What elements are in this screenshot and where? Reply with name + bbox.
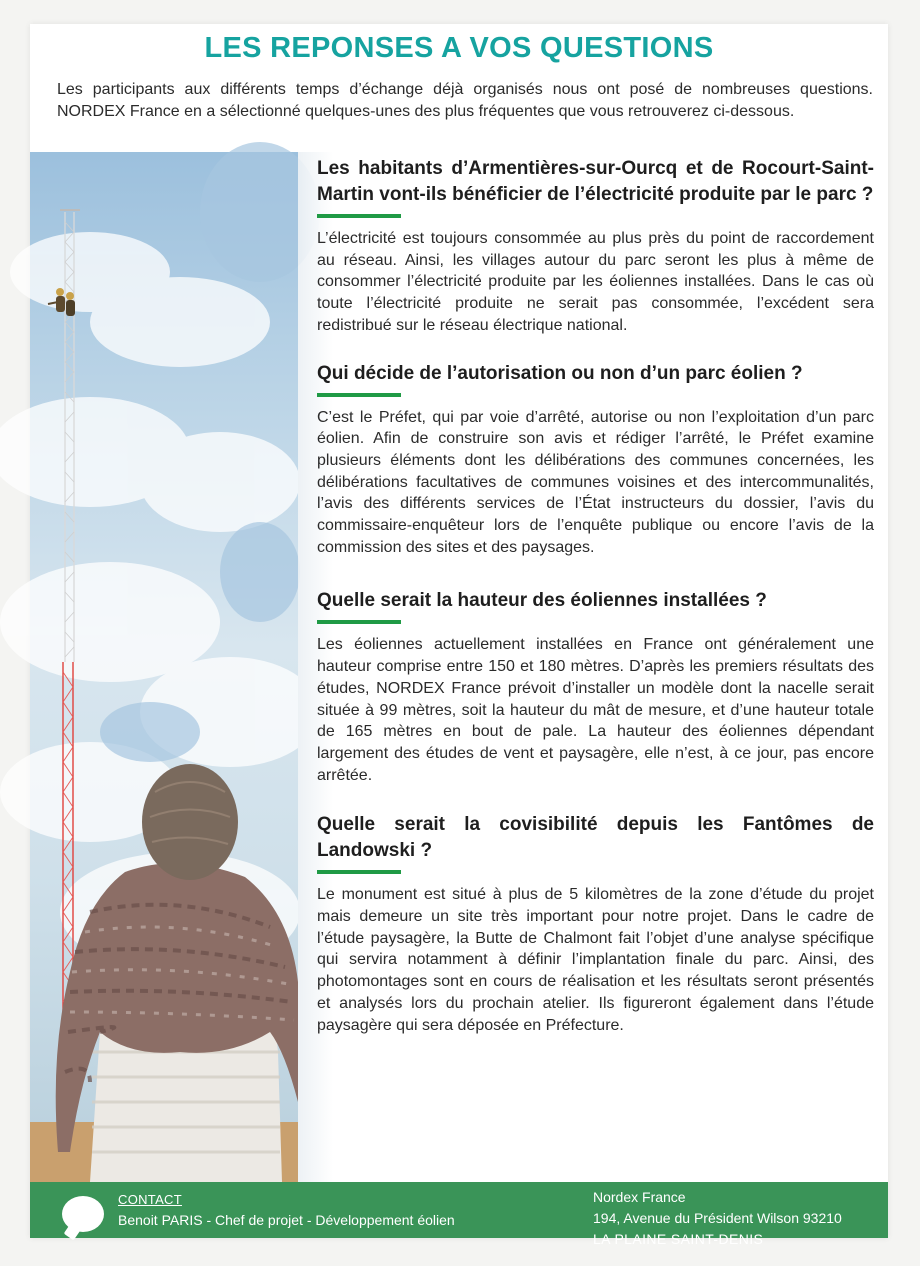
photo-person-and-measurement-mast — [30, 152, 298, 1182]
speech-bubble-icon — [62, 1196, 104, 1232]
company-name: Nordex France — [593, 1189, 686, 1205]
contact-name: Benoit PARIS - Chef de projet - Développement éolien — [118, 1212, 455, 1228]
green-underline — [317, 393, 401, 397]
intro-paragraph: Les participants aux différents temps d’échange déjà organisés nous ont posé de nombreuses questions. NORDEX France en a sélectionné quelques-unes des plus fréquentes que vous retrouverez ci-dessous. — [57, 81, 873, 120]
company-address: 194, Avenue du Président Wilson 93210 — [593, 1210, 842, 1226]
question-heading: Quelle serait la hauteur des éoliennes installées ? — [317, 590, 767, 612]
green-underline — [317, 620, 401, 624]
answer-paragraph: Les éoliennes actuellement installées en France ont généralement une hauteur comprise entre 150 et 180 mètres. D’après les premiers résultats des études, NORDEX France prévoit d’installer un modèle dont la nacelle serait située à 99 mètres, soit la hauteur du mât de mesure, et d’une hauteur totale de 165 mètres en bout de pale. La hauteur des éoliennes dépendant largement des études de vent et paysagère, elle n’est, à ce jour, pas encore arrêtée. — [317, 636, 874, 784]
question-heading: Qui décide de l’autorisation ou non d’un parc éolien ? — [317, 362, 803, 384]
qa-item — [317, 588, 874, 786]
question-heading: Les habitants d’Armentières-sur-Ourcq et de Rocourt-Saint-Martin vont-ils bénéficier de l’électricité produite par le parc ? — [317, 158, 874, 205]
qa-item — [317, 156, 874, 337]
qa-item — [317, 361, 874, 559]
answer-paragraph: L’électricité est toujours consommée au plus près du point de raccordement au réseau. Ainsi, les villages autour du parc seront les plus à même de consommer l’électricité produite par les éoliennes installées. Dans le cas où toute l’électricité produite ne serait pas consommée, l’excédent sera redistribué sur le réseau électrique national. — [317, 230, 874, 334]
qa-section — [317, 156, 874, 1036]
question-heading: Quelle serait la covisibilité depuis les Fantômes de Landowski ? — [317, 814, 874, 862]
page-title: LES REPONSES A VOS QUESTIONS — [204, 32, 714, 64]
document-page — [30, 24, 888, 1247]
green-underline — [317, 214, 401, 218]
contact-footer — [30, 1182, 888, 1247]
green-underline — [317, 870, 401, 874]
company-city: LA PLAINE SAINT-DENIS — [593, 1231, 764, 1247]
contact-label: CONTACT — [118, 1192, 182, 1207]
qa-item — [317, 812, 874, 1036]
answer-paragraph: Le monument est situé à plus de 5 kilomètres de la zone d’étude du projet mais demeure un site très important pour notre projet. Dans le cadre de l’étude paysagère, la Butte de Chalmont fait l’objet d’une analyse spécifique qui servira notamment à définir l’implantation finale du parc. Ainsi, des photomontages sont en cours de réalisation et les résultats seront présentés et analysés lors du prochain atelier. Ils figureront également dans l’étude paysagère qui sera déposée en Préfecture. — [317, 886, 874, 1034]
answer-paragraph: C’est le Préfet, qui par voie d’arrêté, autorise ou non l’exploitation d’un parc éolien. Afin de construire son avis et rédiger l’arrêté, le Préfet examine plusieurs éléments dont les délibérations des communes concernées, les délibérations facultatives de communes voisines et des intercommunalités, l’avis des différents services de l’État instructeurs du dossier, l’avis du commissaire-enquêteur lors de l’enquête publique ou encore l’avis de la commission des sites et des paysages. — [317, 408, 874, 556]
